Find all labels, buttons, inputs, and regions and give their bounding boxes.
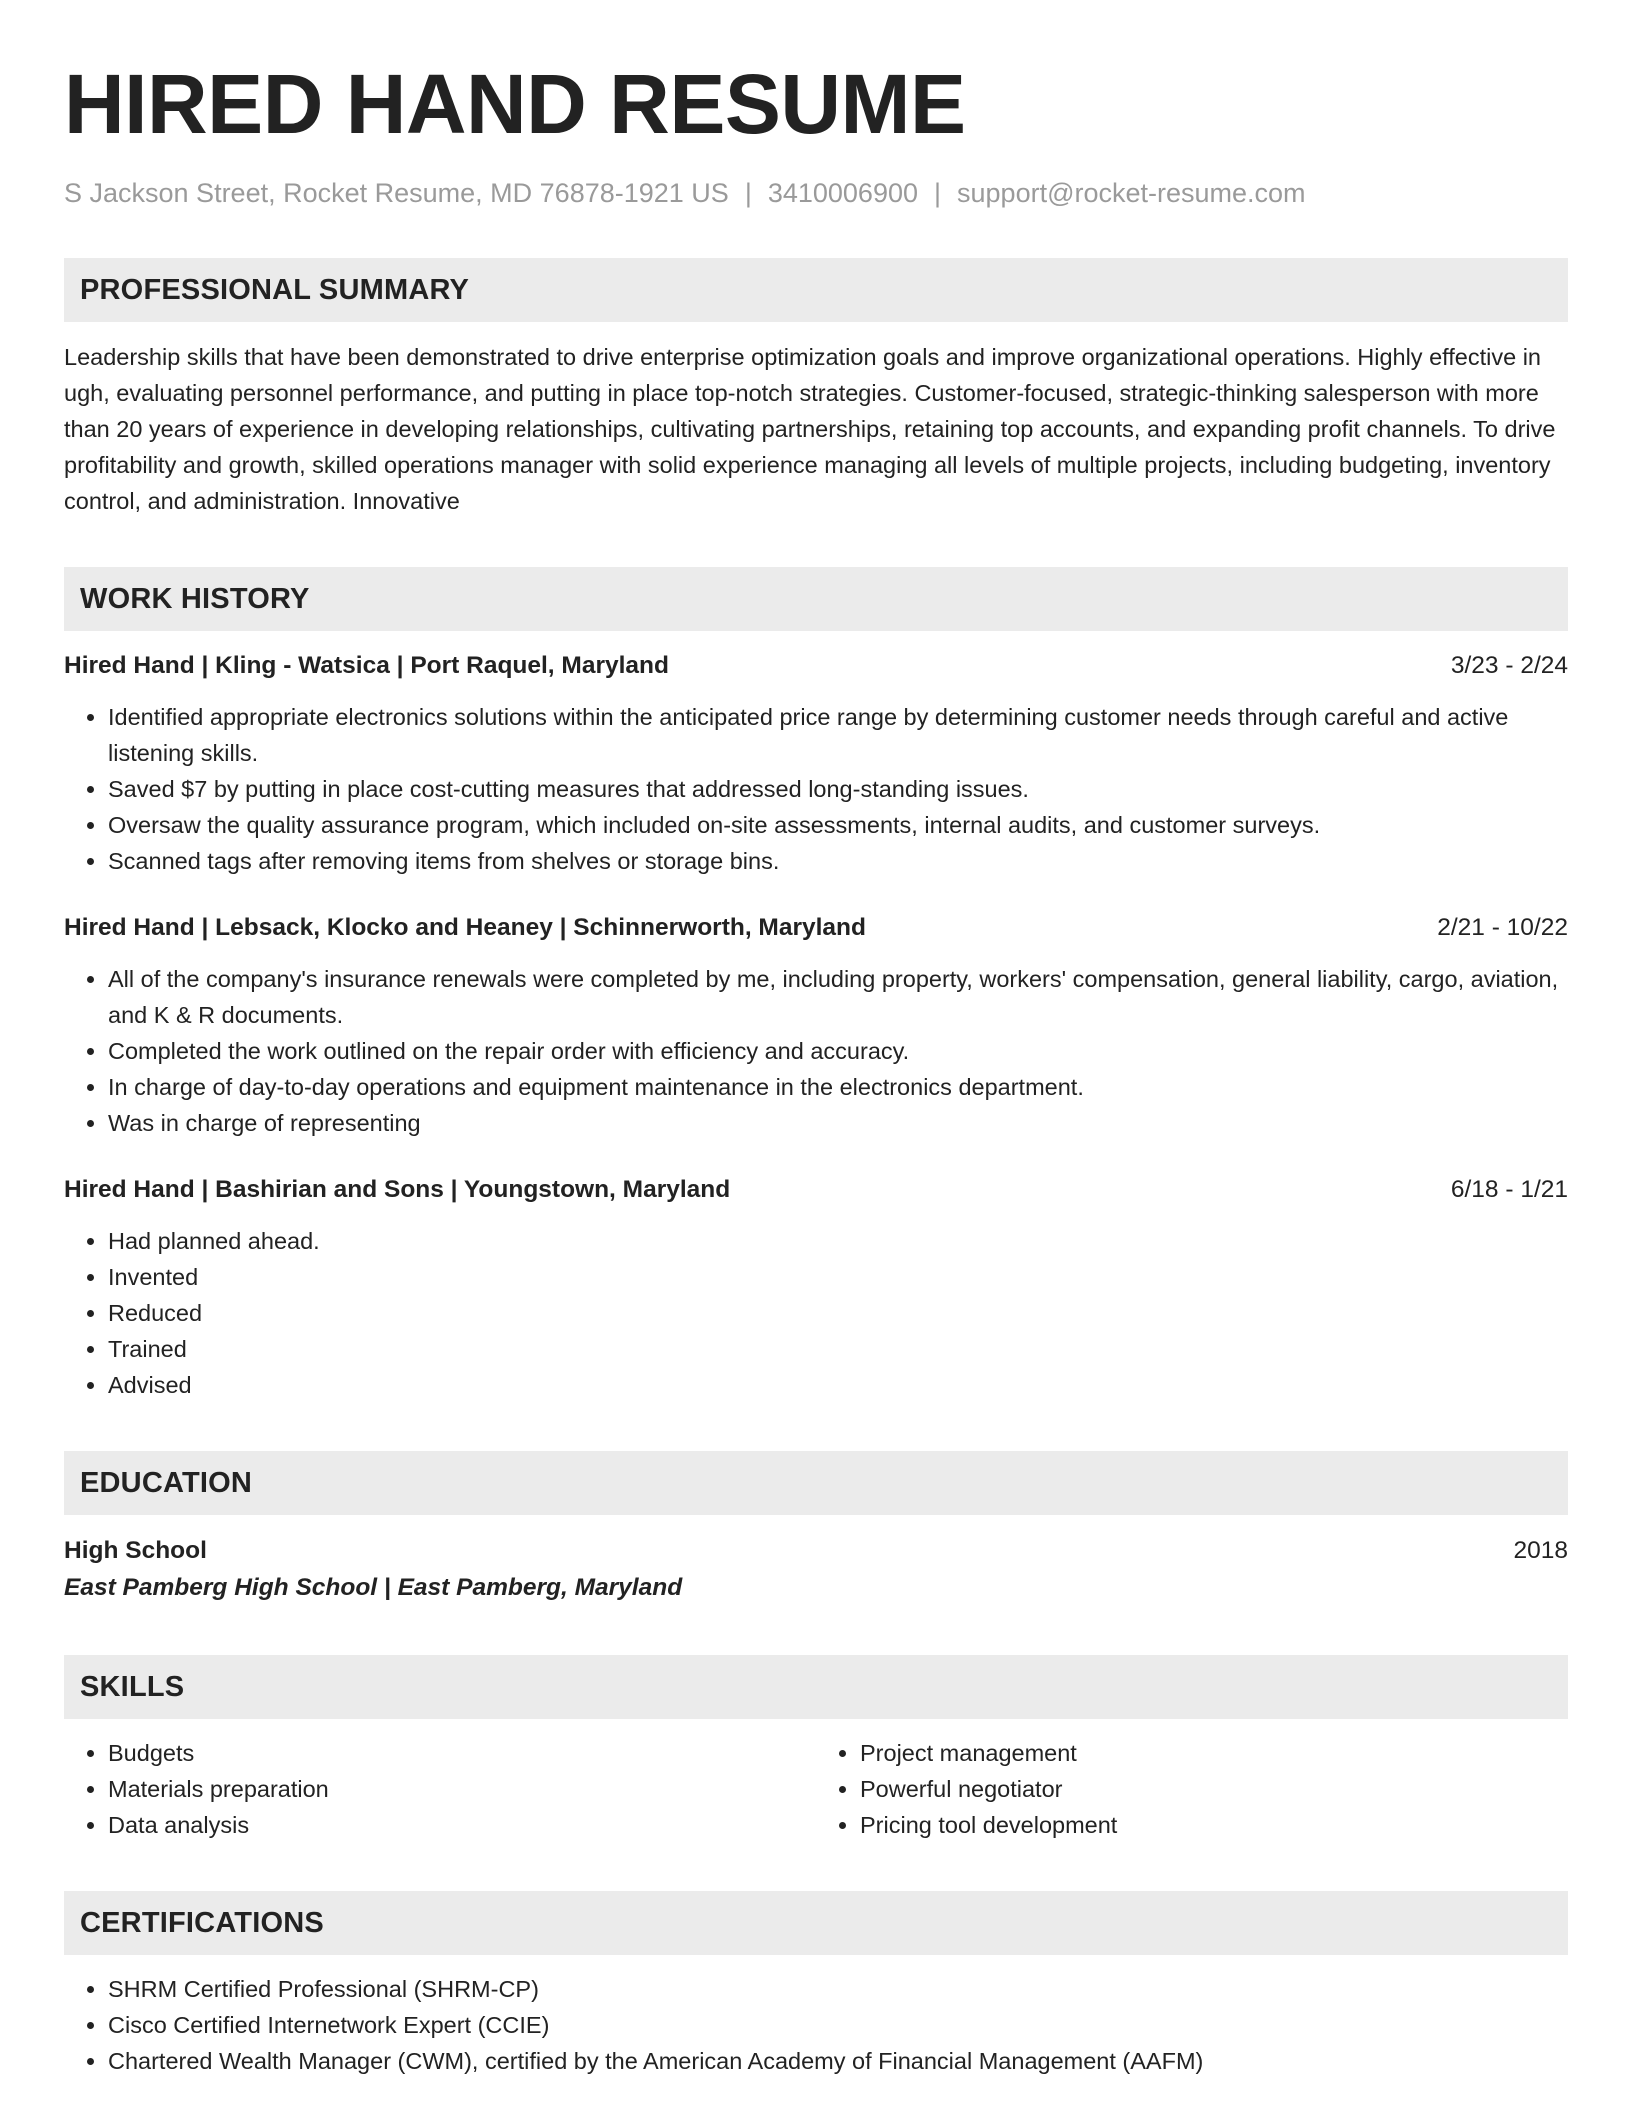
contact-phone: 3410006900 [767,178,918,208]
job-bullet: • Completed the work outlined on the repair order with efficiency and accuracy. [108,1033,1568,1069]
job-header [64,1173,1568,1207]
job-entry [64,1173,1568,1403]
certification-item: • SHRM Certified Professional (SHRM-CP) [108,1971,1568,2007]
skills-heading: SKILLS [64,1655,1568,1719]
skill-item: • Data analysis [108,1807,816,1843]
job-bullets [64,961,1568,1141]
skills-column-left [64,1735,816,1843]
education-school: East Pamberg High School | East Pamberg, Maryland [64,1574,683,1601]
education-entry [64,1533,1568,1607]
skill-item: • Budgets [108,1735,816,1771]
work-history-heading: WORK HISTORY [64,567,1568,631]
job-bullet: • Identified appropriate electronics solutions within the anticipated price range by determining customer needs through careful and active listening skills. [108,699,1568,771]
skill-item: • Pricing tool development [860,1807,1568,1843]
education-header [64,1533,1568,1569]
job-bullets [64,699,1568,879]
certification-item: • Cisco Certified Internetwork Expert (CCIE) [108,2007,1568,2043]
education-heading: EDUCATION [64,1451,1568,1515]
skill-item: • Powerful negotiator [860,1771,1568,1807]
job-bullet: • In charge of day-to-day operations and equipment maintenance in the electronics department. [108,1069,1568,1105]
job-bullet: • Was in charge of representing [108,1105,1568,1141]
contact-separator: | [934,178,942,208]
job-bullet: • Reduced [108,1295,1568,1331]
job-bullet: • Had planned ahead. [108,1223,1568,1259]
job-bullet: • Scanned tags after removing items from shelves or storage bins. [108,843,1568,879]
job-entry [64,911,1568,1141]
job-bullet: • All of the company's insurance renewals were completed by me, including property, workers' compensation, general liability, cargo, aviation, and K & R documents. [108,961,1568,1033]
certification-item: • Chartered Wealth Manager (CWM), certified by the American Academy of Financial Management (AAFM) [108,2043,1568,2079]
job-header [64,911,1568,945]
job-dates: 2/21 - 10/22 [1437,914,1568,941]
certifications-heading: CERTIFICATIONS [64,1891,1568,1955]
skill-item: • Project management [860,1735,1568,1771]
job-title: Hired Hand | Kling - Watsica | Port Raquel, Maryland [64,652,669,679]
contact-line [64,176,1568,210]
certifications-list [64,1971,1568,2079]
summary-text: Leadership skills that have been demonstrated to drive enterprise optimization goals and improve organizational operations. Highly effective in ugh, evaluating personnel performance, and putting in place top-notch strategies. Customer-focused, strategic-thinking salesperson with more than 20 years of experience in developing relationships, cultivating partnerships, retaining top accounts, and expanding profit channels. To drive profitability and growth, skilled operations manager with solid experience managing all levels of multiple projects, including budgeting, inventory control, and administration. Innovative [64,344,1556,514]
resume-name: HIRED HAND RESUME [64,57,966,151]
skill-item: • Materials preparation [108,1771,816,1807]
job-header [64,649,1568,683]
certification-bullets [64,1971,1568,2079]
contact-address: S Jackson Street, Rocket Resume, MD 76878-1921 US [64,178,729,208]
job-title: Hired Hand | Bashirian and Sons | Youngstown, Maryland [64,1176,731,1203]
education-year: 2018 [1513,1537,1568,1564]
job-bullet: • Saved $7 by putting in place cost-cutting measures that addressed long-standing issues. [108,771,1568,807]
contact-email: support@rocket-resume.com [957,178,1306,208]
skills-column-right [816,1735,1568,1843]
skills-list [64,1735,1568,1843]
job-bullets [64,1223,1568,1403]
job-bullet: • Invented [108,1259,1568,1295]
summary-heading: PROFESSIONAL SUMMARY [64,258,1568,322]
job-dates: 3/23 - 2/24 [1450,652,1568,679]
job-bullet: • Oversaw the quality assurance program, which included on-site assessments, internal audits, and customer surveys. [108,807,1568,843]
job-title: Hired Hand | Lebsack, Klocko and Heaney | Schinnerworth, Maryland [64,914,866,941]
job-bullet: • Trained [108,1331,1568,1367]
job-dates: 6/18 - 1/21 [1450,1176,1568,1203]
education-degree: High School [64,1537,207,1564]
job-entry [64,649,1568,879]
job-bullet: • Advised [108,1367,1568,1403]
contact-separator: | [744,178,752,208]
